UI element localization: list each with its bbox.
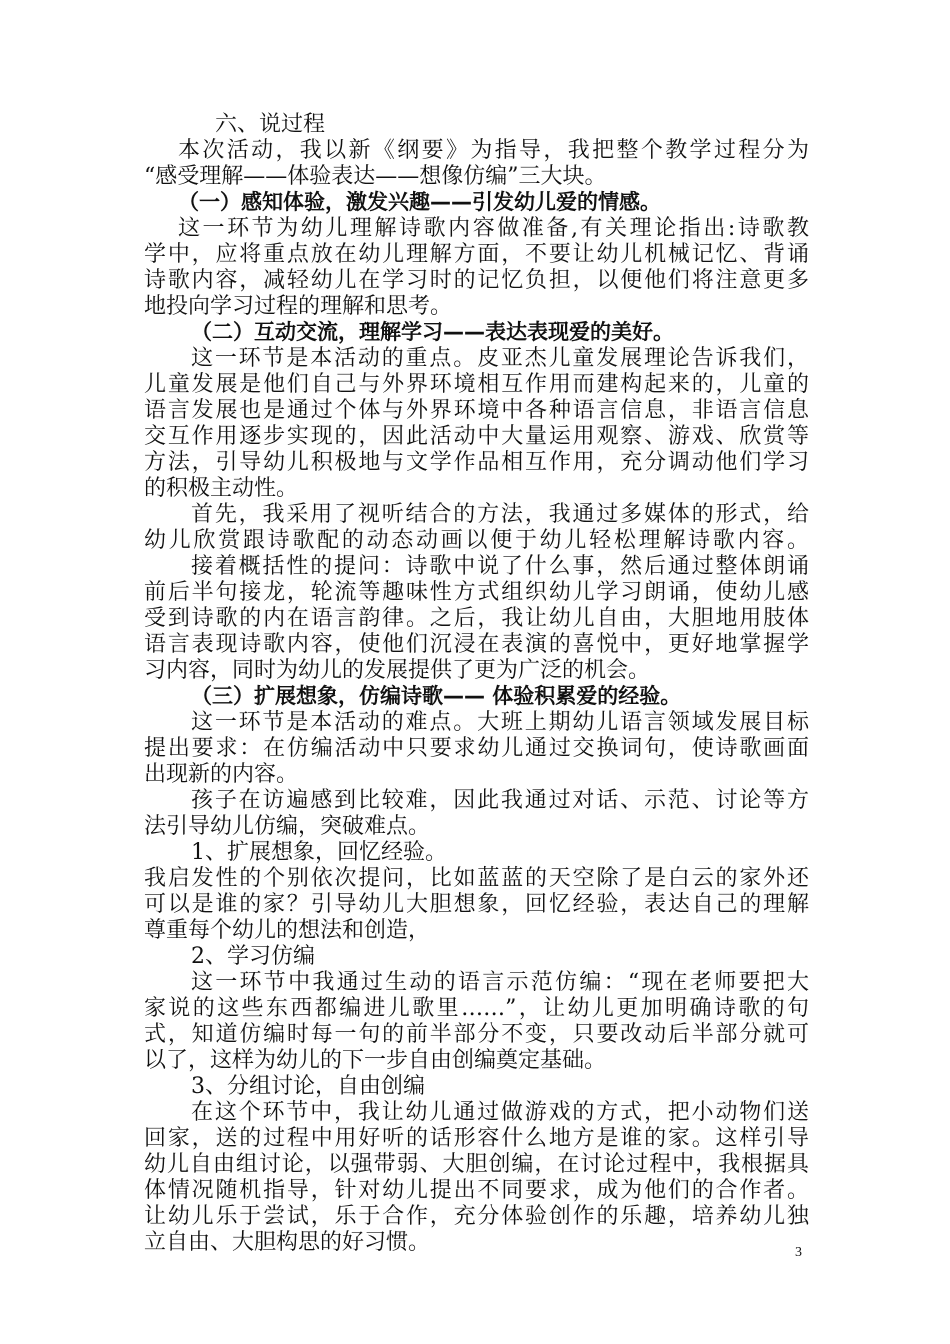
body-text-line: 2、学习仿编 [191,944,315,969]
body-text-line: 立自由、大胆构思的好习惯。 [144,1230,431,1255]
body-text-line: 方法，引导幼儿积极地与文学作品相互作用，充分调动他们学习 [144,450,809,475]
body-text-line: 幼儿欣赏跟诗歌配的动态动画以便于幼儿轻松理解诗歌内容。 [144,528,809,553]
body-text-line: 尊重每个幼儿的想法和创造， [144,918,431,943]
body-text-line: 孩子在访遍感到比较难，因此我通过对话、示范、讨论等方 [191,788,809,813]
body-text-line: 可以是谁的家？引导幼儿大胆想象，回忆经验，表达自己的理解 [144,892,809,917]
body-text-line: 在这个环节中，我让幼儿通过做游戏的方式，把小动物们送 [191,1100,809,1125]
body-text-line: 法引导幼儿仿编，突破难点。 [144,814,431,839]
body-text-line: 首先，我采用了视听结合的方法，我通过多媒体的形式，给 [191,502,809,527]
body-text-line: 学中，应将重点放在幼儿理解方面，不要让幼儿机械记忆、背诵 [144,242,809,267]
body-text-line: 这一环节中我通过生动的语言示范仿编：“现在老师要把大 [191,970,809,995]
body-text-line: 让幼儿乐于尝试，乐于合作，充分体验创作的乐趣，培养幼儿独 [144,1204,809,1229]
body-text-line: 地投向学习过程的理解和思考。 [144,294,453,319]
body-text-line: 出现新的内容。 [144,762,299,787]
body-text-line: 3、分组讨论，自由创编 [191,1074,425,1099]
body-text-line: 诗歌内容，减轻幼儿在学习时的记忆负担，以便他们将注意更多 [144,268,809,293]
body-text-line: 提出要求：在仿编活动中只要求幼儿通过交换词句，使诗歌画面 [144,736,809,761]
page-number: 3 [795,1245,802,1260]
body-text-line: 回家，送的过程中用好听的话形容什么地方是谁的家。这样引导 [144,1126,809,1151]
body-text-line: 交互作用逐步实现的，因此活动中大量运用观察、游戏、欣赏等 [144,424,809,449]
body-text-line: “感受理解——体验表达——想像仿编”三大块。 [144,164,607,189]
section-heading: （二）互动交流，理解学习——表达表现爱的美好。 [191,320,674,344]
body-text-line: 这一环节是本活动的难点。大班上期幼儿语言领域发展目标 [191,710,809,735]
body-text-line: 接着概括性的提问：诗歌中说了什么事，然后通过整体朗诵 [191,554,809,579]
body-text-line: 语言表现诗歌内容，使他们沉浸在表演的喜悦中，更好地掌握学 [144,632,809,657]
body-text-line: 家说的这些东西都编进儿歌里……”，让幼儿更加明确诗歌的句 [144,996,809,1021]
section-heading: （一）感知体验，激发兴趣——引发幼儿爱的情感。 [178,190,661,214]
body-text-line: 受到诗歌的内在语言韵律。之后，我让幼儿自由，大胆地用肢体 [144,606,809,631]
body-text-line: 六、说过程 [215,112,326,137]
body-text-line: 本次活动，我以新《纲要》为指导，我把整个教学过程分为 [178,138,809,163]
body-text-line: 幼儿自由组讨论，以强带弱、大胆创编，在讨论过程中，我根据具 [144,1152,809,1177]
body-text-line: 前后半句接龙，轮流等趣味性方式组织幼儿学习朗诵，使幼儿感 [144,580,809,605]
body-text-line: 语言发展也是通过个体与外界环境中各种语言信息，非语言信息 [144,398,809,423]
body-text-line: 这一环节为幼儿理解诗歌内容做准备,有关理论指出:诗歌教 [178,216,809,241]
body-text-line: 1、扩展想象，回忆经验。 [191,840,447,865]
body-text-line: 的积极主动性。 [144,476,299,501]
body-text-line: 体情况随机指导，针对幼儿提出不同要求，成为他们的合作者。 [144,1178,809,1203]
body-text-line: 我启发性的个别依次提问，比如蓝蓝的天空除了是白云的家外还 [144,866,809,891]
body-text-line: 儿童发展是他们自己与外界环境相互作用而建构起来的，儿童的 [144,372,809,397]
section-heading: （三）扩展想象，仿编诗歌—— 体验积累爱的经验。 [191,684,682,708]
body-text-line: 以了，这样为幼儿的下一步自由创编奠定基础。 [144,1048,607,1073]
body-text-line: 这一环节是本活动的重点。皮亚杰儿童发展理论告诉我们， [191,346,809,371]
body-text-line: 式，知道仿编时每一句的前半部分不变，只要改动后半部分就可 [144,1022,809,1047]
body-text-line: 习内容，同时为幼儿的发展提供了更为广泛的机会。 [144,658,651,683]
